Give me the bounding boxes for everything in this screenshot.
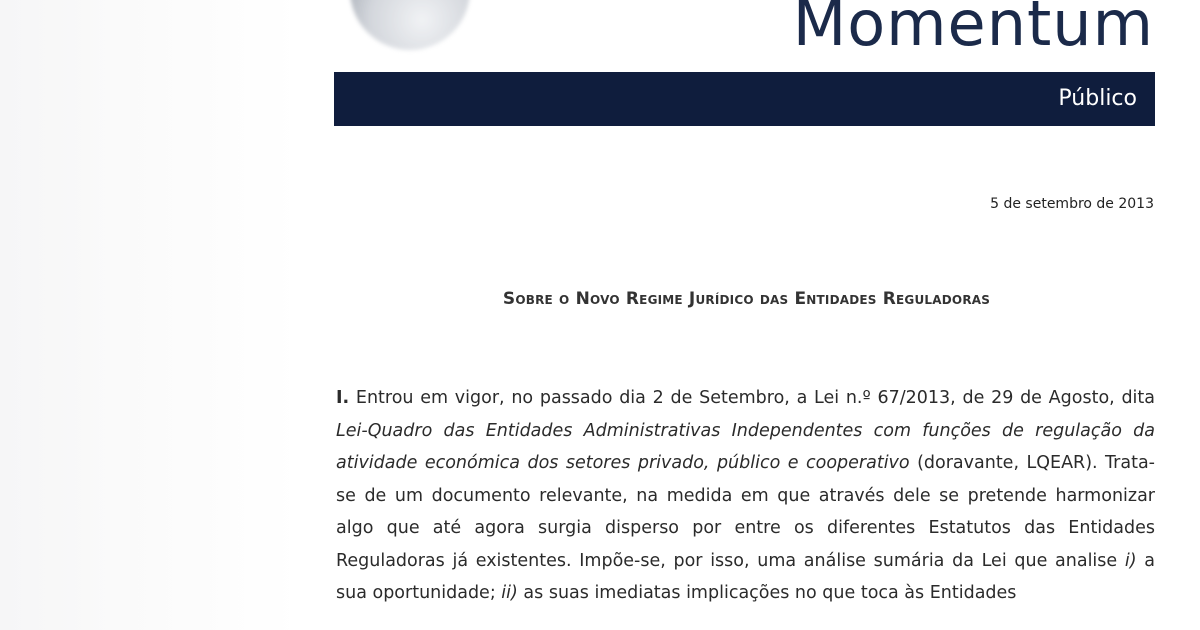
- document-date: 5 de setembro de 2013: [990, 196, 1154, 212]
- paragraph-law-title: Lei-Quadro das Entidades Administrativas Independentes com funções de regulação da atividade económica dos setores privado, público e cooperativo: [336, 420, 1155, 473]
- momentum-logo-icon: [330, 0, 490, 70]
- header-banner: [334, 72, 1155, 126]
- brand-title: Momentum: [792, 0, 1154, 60]
- paragraph-enum-i: i): [1124, 550, 1137, 571]
- paragraph-enum-ii: ii): [501, 583, 518, 603]
- paragraph-text-3: a sua oportunidade;: [336, 550, 1155, 603]
- banner-label: Público: [1058, 86, 1137, 111]
- body-paragraph: [336, 382, 1155, 610]
- paragraph-marker: I.: [336, 388, 350, 408]
- page-left-margin: [0, 0, 300, 630]
- document-title: Sobre o Novo Regime Jurídico das Entidades Reguladoras: [502, 289, 991, 309]
- paragraph-text-1: Entrou em vigor, no passado dia 2 de Setembro, a Lei n.º 67/2013, de 29 de Agosto, dita: [349, 388, 1155, 408]
- logo-swoosh: [350, 0, 470, 50]
- paragraph-text-4: as suas imediatas implicações no que toca às Entidades: [517, 583, 1017, 603]
- paragraph-text-2: (doravante, LQEAR). Trata-se de um documento relevante, na medida em que através dele se pretende harmonizar algo que até agora surgia disperso por entre os diferentes Estatutos das Entidades Reguladoras já existentes. Impõe-se, por isso, uma análise sumária da Lei que analise: [336, 453, 1155, 571]
